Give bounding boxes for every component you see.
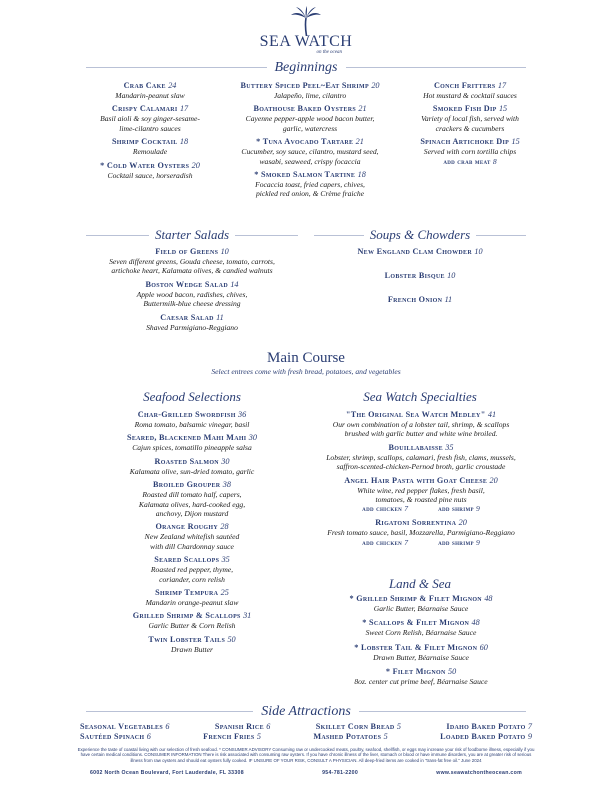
menu-item [80, 410, 304, 429]
sides-row [80, 732, 532, 742]
seafood-title: Seafood Selections [143, 389, 241, 404]
menu-item-description: Jalapeño, lime, cilantro [273, 91, 347, 100]
menu-item-description: Buttermilk-blue cheese dressing [143, 299, 241, 309]
soup-item: New England Clam Chowder 10 [357, 247, 483, 256]
menu-item-name: Seared, Blackened Mahi Mahi 30 [127, 433, 257, 443]
menu-item-description: Hot mustard & cocktail sauces [423, 91, 517, 100]
menu-item-description: Roasted red pepper, thyme, [150, 565, 234, 575]
menu-item [300, 618, 542, 637]
menu-item [70, 137, 230, 156]
menu-item-name: Crab Cake 24 [123, 81, 177, 90]
menu-item-name: Grilled Shrimp & Scallops 31 [132, 611, 252, 621]
salads-heading [86, 226, 298, 244]
menu-item-bouillabaisse: Bouillabaisse 35 Lobster, shrimp, scallops, calamari, fresh fish, clams, mussels, saffron-scented-chicken-Pernod broth, garlic croustade [326, 442, 516, 472]
add-crab-meat: add crab meat 8 [443, 156, 497, 166]
add-shrimp: add shrimp 9 [438, 537, 480, 547]
side-item: Mashed Potatoes 5 [313, 732, 388, 741]
menu-item-rigatoni: Rigatoni Sorrentina 20 Fresh tomato sauce, basil, Mozzarella, Parmigiano-Reggiano add chicken 7 add shrimp 9 [327, 518, 515, 547]
menu-item-name: Broiled Grouper 38 [153, 480, 231, 490]
menu-item [300, 594, 542, 613]
logo-tagline: on the ocean [316, 50, 342, 55]
menu-item-name: Conch Fritters 17 [433, 81, 507, 90]
beginnings-col1 [70, 81, 230, 184]
soups-heading [314, 226, 526, 244]
website-link[interactable]: www.seawatchontheocean.com [436, 770, 522, 776]
menu-item [80, 588, 304, 607]
main-course-subtitle: Select entrees come with fresh bread, potatoes, and vegetables [211, 367, 401, 376]
main-course-heading [0, 349, 612, 377]
menu-item-name: Roasted Salmon 30 [154, 456, 230, 466]
soup-item: French Onion 11 [387, 295, 453, 304]
menu-item [80, 433, 304, 452]
menu-item-description: Cocktail sauce, horseradish [107, 170, 193, 180]
palm-tree-icon [289, 6, 323, 36]
menu-item-description: Served with corn tortilla chips [423, 147, 517, 157]
menu-item-description: New Zealand whitefish sautéed [144, 532, 240, 542]
menu-item-name: Shrimp Tempura 25 [155, 588, 229, 598]
add-shrimp: add shrimp 9 [438, 504, 480, 514]
menu-item [390, 137, 550, 156]
menu-item-description: Roasted dill tomato half, capers, [142, 490, 242, 500]
soup-item: Lobster Bisque 10 [384, 271, 456, 280]
menu-item [300, 643, 542, 662]
menu-item [300, 667, 542, 686]
menu-item [80, 611, 304, 630]
salads-list [76, 247, 308, 336]
sides-title: Side Attractions [253, 704, 359, 719]
menu-item-name: Buttery Spiced Peel~Eat Shrimp 20 [240, 81, 380, 90]
menu-item-name: Seared Scallops 35 [154, 555, 230, 565]
menu-item-name: * Scallops & Filet Mignon 48 [362, 618, 480, 628]
menu-item [390, 81, 550, 100]
side-item: Loaded Baked Potato 9 [440, 732, 532, 741]
phone: 954-781-2200 [322, 770, 359, 776]
menu-item-description: Basil aioli & soy ginger-sesame- [100, 114, 200, 124]
menu-item-description: Variety of local fish, served with [421, 114, 519, 124]
menu-item-name: Spinach Artichoke Dip 15 [420, 137, 520, 147]
specialties-list [296, 410, 546, 552]
menu-item-name: Boathouse Baked Oysters 21 [253, 104, 367, 114]
menu-item-name: * Smoked Salmon Tartine 18 [254, 170, 366, 180]
salads-title: Starter Salads [149, 227, 235, 242]
menu-item-description: Remoulade [132, 147, 168, 157]
menu-item-description: Apple wood bacon, radishes, chives, [136, 289, 248, 299]
menu-item-name: * Filet Mignon 50 [385, 667, 457, 677]
sides-heading [0, 702, 612, 720]
land-sea-title: Land & Sea [388, 576, 452, 591]
menu-item-name: * Cold Water Oysters 20 [100, 160, 200, 170]
beginnings-col3 [390, 81, 550, 167]
menu-item-description: Mandarin-peanut slaw [115, 91, 185, 100]
menu-item-description: Roma tomato, balsamic vinegar, basil [134, 420, 250, 429]
contact-bar [90, 770, 522, 776]
beginnings-heading [0, 58, 612, 76]
menu-item-name: Smoked Fish Dip 15 [432, 104, 508, 114]
menu-item-description: Cajun spices, tomatillo pineapple salsa [132, 443, 252, 453]
menu-item [80, 555, 304, 584]
menu-item [210, 81, 410, 100]
menu-item [76, 313, 308, 332]
menu-item-medley: "The Original Sea Watch Medley" 41 Our own combination of a lobster tail, shrimp, & scallops brushed with garlic butter and white wine broiled. [332, 410, 510, 439]
side-item: Sautéed Spinach 6 [80, 732, 151, 741]
logo-wordmark: SEA WATCH [259, 33, 353, 50]
menu-item-name: * Tuna Avocado Tartare 21 [256, 137, 364, 147]
sides-row [80, 722, 532, 732]
menu-item-name: Char-Grilled Swordfish 36 [137, 410, 247, 419]
menu-item-description: Kalamata olive, sun-dried tomato, garlic [129, 466, 255, 476]
menu-item [210, 137, 410, 166]
menu-item-description: Mandarin orange-peanut slaw [145, 598, 239, 608]
menu-item-description: Garlic Butter & Corn Relish [148, 621, 236, 631]
menu-item-description: with dill Chardonnay sauce [150, 541, 234, 551]
menu-item-description: Kalamata olives, hard-cooked egg, [138, 499, 246, 509]
logo [256, 6, 356, 62]
menu-item [390, 104, 550, 133]
menu-item-description: artichoke heart, Kalamata olives, & candied walnuts [111, 266, 273, 276]
menu-item [80, 635, 304, 654]
menu-item [70, 81, 230, 100]
menu-item [210, 104, 410, 133]
land-sea-list [300, 594, 542, 692]
menu-item-name: Field of Greens 10 [155, 247, 229, 256]
specialties-title: Sea Watch Specialties [363, 389, 477, 404]
menu-item-description: crackers & cucumbers [435, 123, 505, 133]
menu-item-description: Seven different greens, Gouda cheese, tomato, carrots, [109, 257, 275, 266]
menu-item-name: Orange Roughy 28 [155, 522, 229, 532]
soups-title: Soups & Chowders [364, 227, 476, 242]
menu-item-description: Cayenne pepper-apple wood bacon butter, [245, 114, 375, 124]
beginnings-title: Beginnings [267, 60, 346, 75]
side-item: French Fries 5 [203, 732, 261, 741]
menu-item-name: Shrimp Cocktail 18 [111, 137, 189, 147]
menu-item [210, 170, 410, 199]
menu-item [76, 247, 308, 276]
side-item: Skillet Corn Bread 5 [315, 722, 401, 731]
menu-item-description: Cucumber, soy sauce, cilantro, mustard seed, [241, 147, 379, 157]
menu-item-description: Garlic Butter, Béarnaise Sauce [373, 604, 469, 613]
menu-item [70, 161, 230, 180]
menu-item-description: Focaccia toast, fried capers, chives, [255, 180, 365, 190]
menu-item-name: Twin Lobster Tails 50 [148, 634, 236, 644]
side-item: Seasonal Vegetables 6 [80, 722, 170, 731]
menu-item-angel-hair: Angel Hair Pasta with Goat Cheese 20 White wine, red pepper flakes, fresh basil, tomatoes, & roasted pine nuts add chicken 7 add shrimp 9 [344, 475, 498, 514]
menu-item [70, 104, 230, 133]
menu-item [80, 457, 304, 476]
menu-item-description: Sweet Corn Relish, Béarnaise Sauce [365, 628, 477, 638]
menu-item-description: Drawn Butter [171, 644, 213, 654]
main-course-title: Main Course [267, 350, 345, 366]
soups-list [314, 247, 526, 309]
sides-list [80, 722, 532, 742]
menu-item-name: Caesar Salad 11 [160, 312, 224, 322]
menu-item-description: lime-cilantro sauces [119, 123, 181, 133]
add-chicken: add chicken 7 [362, 504, 409, 514]
menu-item [76, 280, 308, 309]
menu-item-name: Crispy Calamari 17 [111, 104, 189, 114]
menu-item-description: 8oz. center cut prime beef, Béarnaise Sauce [354, 677, 488, 687]
menu-item-name: * Lobster Tail & Filet Mignon 60 [354, 642, 488, 652]
beginnings-col2 [210, 81, 410, 203]
menu-item-description: anchovy, Dijon mustard [155, 509, 229, 519]
menu-item-description: coriander, corn relish [159, 574, 225, 584]
menu-item-name: Boston Wedge Salad 14 [145, 279, 239, 289]
menu-item [80, 480, 304, 518]
menu-item-description: wasabi, seaweed, crispy focaccia [259, 156, 361, 166]
menu-item-description: Drawn Butter, Béarnaise Sauce [373, 652, 469, 662]
address: 6002 North Ocean Boulevard, Fort Lauderdale, FL 33308 [90, 770, 244, 776]
menu-item [80, 522, 304, 551]
seafood-list [80, 410, 304, 658]
side-item: Idaho Baked Potato 7 [446, 722, 532, 731]
menu-item-description: Shaved Parmigiano-Reggiano [146, 322, 238, 332]
menu-item-name: * Grilled Shrimp & Filet Mignon 48 [349, 594, 493, 603]
side-item: Spanish Rice 6 [214, 722, 271, 731]
menu-item-description: garlic, watercress [282, 123, 338, 133]
menu-item-description: pickled red onion, & Crème fraiche [255, 189, 365, 199]
consumer-advisory: Experience the taste of coastal living with our selection of fresh seafood. * CONSUMER ADVISORY Consuming raw or undercooked meats, poultry, seafood, shellfish, or eggs may increase your risk of foodborne illness, especially if you have certain medical conditions. CONSUMER INFORMATION There is risk associated with consuming raw oysters. If you have chronic illness of the liver, stomach or blood or have immune disorders, you are at greater risk of serious illness from raw oysters and should eat oysters fully cooked. IF UNSURE OF YOUR RISK, CONSULT A PHYSICIAN. All deep-fried items are cooked in "trans-fat free oil." June 2024 [77, 747, 535, 763]
add-chicken: add chicken 7 [362, 537, 409, 547]
